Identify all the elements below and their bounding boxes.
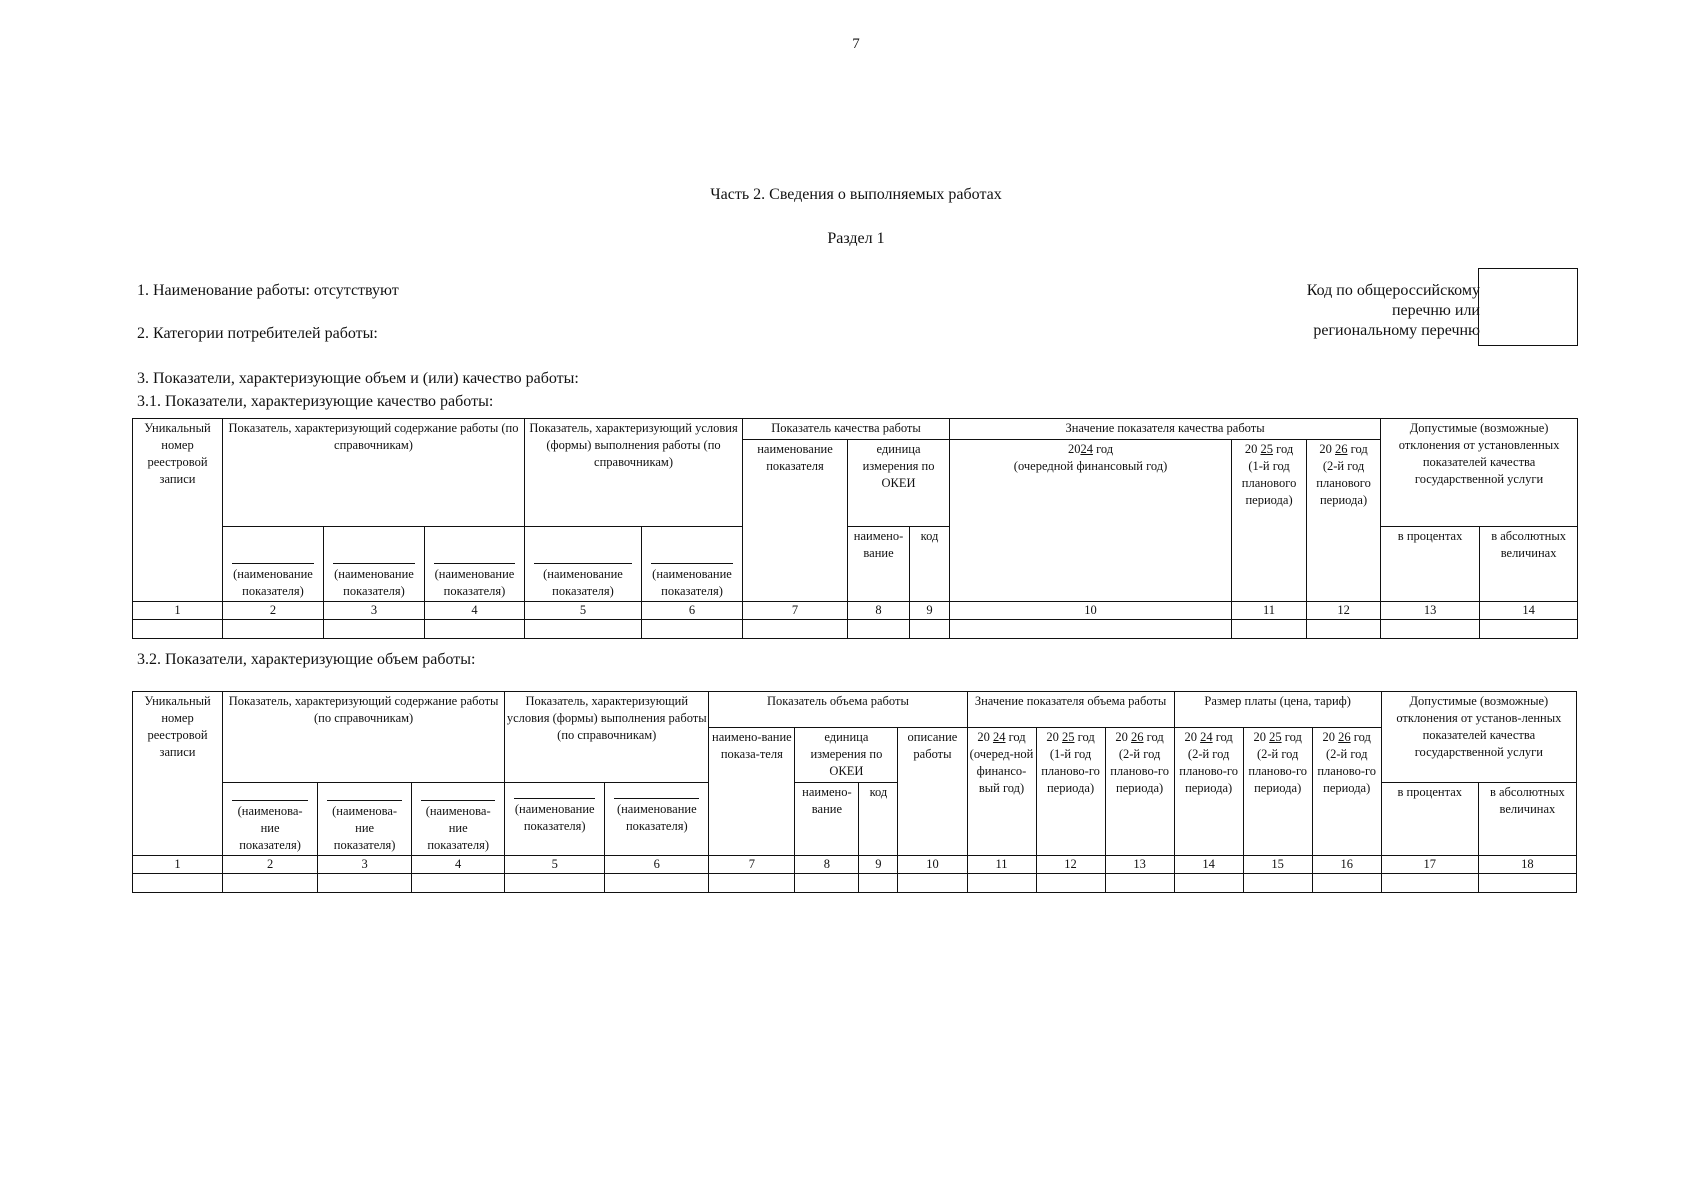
quality-col-value: Значение показателя качества работы xyxy=(950,419,1381,440)
volume-col-unit-code: код xyxy=(859,783,898,856)
volume-empty-cell[interactable] xyxy=(223,874,318,893)
volume-empty-cell[interactable] xyxy=(709,874,795,893)
volume-empty-cell[interactable] xyxy=(412,874,505,893)
volume-empty-cell[interactable] xyxy=(1174,874,1243,893)
volume-empty-cell[interactable] xyxy=(1036,874,1105,893)
quality-col-absolute: в абсолютных величинах xyxy=(1480,527,1578,602)
quality-empty-cell[interactable] xyxy=(848,620,910,639)
volume-col-value-current: 20 24 год (очеред-ной финансо-вый год) xyxy=(967,728,1036,856)
quality-table xyxy=(132,418,1578,639)
quality-empty-cell[interactable] xyxy=(525,620,642,639)
volume-empty-cell[interactable] xyxy=(795,874,859,893)
volume-col-number: 3 xyxy=(318,856,412,874)
quality-empty-cell[interactable] xyxy=(642,620,743,639)
quality-empty-cell[interactable] xyxy=(1381,620,1480,639)
volume-col-number: 9 xyxy=(859,856,898,874)
volume-empty-cell[interactable] xyxy=(898,874,967,893)
quality-col-number: 2 xyxy=(223,602,324,620)
volume-col-content: Показатель, характеризующий содержание работы (по справочникам) xyxy=(223,692,505,783)
volume-col-number: 15 xyxy=(1243,856,1312,874)
quality-col-indicator-name: наименование показателя xyxy=(743,440,848,602)
volume-col-percent: в процентах xyxy=(1381,783,1478,856)
quality-col-unit: единица измерения по ОКЕИ xyxy=(848,440,950,527)
volume-col-conditions-2: (наименование показателя) xyxy=(605,783,709,856)
quality-col-number: 14 xyxy=(1480,602,1578,620)
volume-col-number: 17 xyxy=(1381,856,1478,874)
quality-col-number: 6 xyxy=(642,602,743,620)
quality-table-heading: 3.1. Показатели, характеризующие качество работы: xyxy=(137,393,494,410)
code-box[interactable] xyxy=(1478,268,1578,346)
quality-col-number: 10 xyxy=(950,602,1232,620)
volume-table-heading: 3.2. Показатели, характеризующие объем работы: xyxy=(137,651,476,668)
volume-empty-cell[interactable] xyxy=(505,874,605,893)
volume-col-content-1: (наименова-ние показателя) xyxy=(223,783,318,856)
volume-col-indicator: Показатель объема работы xyxy=(709,692,967,728)
volume-col-conditions: Показатель, характеризующий условия (формы) выполнения работы (по справочникам) xyxy=(505,692,709,783)
quality-col-year-second: 20 26 год (2-й год планового периода) xyxy=(1307,440,1381,602)
volume-col-number: 4 xyxy=(412,856,505,874)
quality-col-number: 12 xyxy=(1307,602,1381,620)
volume-empty-cell[interactable] xyxy=(1105,874,1174,893)
quality-col-number: 11 xyxy=(1232,602,1307,620)
volume-table xyxy=(132,691,1577,893)
volume-col-deviation: Допустимые (возможные) отклонения от установ-ленных показателей качества государственной услуги xyxy=(1381,692,1576,783)
volume-col-number: 2 xyxy=(223,856,318,874)
code-label xyxy=(1307,281,1480,341)
code-label-line2: перечню или xyxy=(1391,302,1480,319)
volume-col-value: Значение показателя объема работы xyxy=(967,692,1174,728)
quality-col-number: 5 xyxy=(525,602,642,620)
volume-col-number: 6 xyxy=(605,856,709,874)
quality-col-year-first: 20 25 год (1-й год планового периода) xyxy=(1232,440,1307,602)
volume-col-unique-record: Уникальный номер реестровой записи xyxy=(133,692,223,856)
volume-col-number: 14 xyxy=(1174,856,1243,874)
volume-col-number: 1 xyxy=(133,856,223,874)
section-title: Раздел 1 xyxy=(827,230,885,247)
volume-col-number: 18 xyxy=(1478,856,1576,874)
volume-col-fee-current: 20 24 год (2-й год планово-го периода) xyxy=(1174,728,1243,856)
volume-empty-cell[interactable] xyxy=(605,874,709,893)
quality-empty-cell[interactable] xyxy=(743,620,848,639)
quality-empty-cell[interactable] xyxy=(133,620,223,639)
volume-empty-cell[interactable] xyxy=(133,874,223,893)
indicators-line: 3. Показатели, характеризующие объем и (или) качество работы: xyxy=(137,370,579,387)
volume-col-number: 16 xyxy=(1312,856,1381,874)
quality-col-content-3: (наименование показателя) xyxy=(425,527,525,602)
quality-col-unique-record: Уникальный номер реестровой записи xyxy=(133,419,223,602)
quality-col-deviation: Допустимые (возможные) отклонения от установленных показателей качества государственной услуги xyxy=(1381,419,1578,527)
volume-col-number: 11 xyxy=(967,856,1036,874)
volume-empty-cell[interactable] xyxy=(859,874,898,893)
volume-empty-cell[interactable] xyxy=(1243,874,1312,893)
volume-col-unit-name: наимено-вание xyxy=(795,783,859,856)
part-title: Часть 2. Сведения о выполняемых работах xyxy=(710,186,1002,203)
quality-col-content-2: (наименование показателя) xyxy=(324,527,425,602)
quality-empty-cell[interactable] xyxy=(1232,620,1307,639)
volume-col-number: 7 xyxy=(709,856,795,874)
volume-col-number: 12 xyxy=(1036,856,1105,874)
volume-col-description: описание работы xyxy=(898,728,967,856)
quality-col-number: 4 xyxy=(425,602,525,620)
volume-empty-cell[interactable] xyxy=(1312,874,1381,893)
quality-col-content-1: (наименование показателя) xyxy=(223,527,324,602)
quality-col-number: 13 xyxy=(1381,602,1480,620)
volume-col-number: 5 xyxy=(505,856,605,874)
quality-col-number: 1 xyxy=(133,602,223,620)
quality-empty-cell[interactable] xyxy=(950,620,1232,639)
volume-col-absolute: в абсолютных величинах xyxy=(1478,783,1576,856)
quality-col-number: 7 xyxy=(743,602,848,620)
quality-col-content: Показатель, характеризующий содержание работы (по справочникам) xyxy=(223,419,525,527)
code-label-line3: региональному перечню xyxy=(1313,322,1480,339)
volume-col-conditions-1: (наименование показателя) xyxy=(505,783,605,856)
volume-col-fee-second: 20 26 год (2-й год планово-го периода) xyxy=(1312,728,1381,856)
quality-col-indicator: Показатель качества работы xyxy=(743,419,950,440)
volume-col-number: 13 xyxy=(1105,856,1174,874)
volume-empty-cell[interactable] xyxy=(1381,874,1478,893)
volume-empty-cell[interactable] xyxy=(1478,874,1576,893)
consumer-categories-line: 2. Категории потребителей работы: xyxy=(137,325,378,342)
volume-col-unit: единица измерения по ОКЕИ xyxy=(795,728,898,783)
volume-col-indicator-name: наимено-вание показа-теля xyxy=(709,728,795,856)
volume-col-fee: Размер платы (цена, тариф) xyxy=(1174,692,1381,728)
quality-col-conditions: Показатель, характеризующий условия (формы) выполнения работы (по справочникам) xyxy=(525,419,743,527)
quality-col-number: 8 xyxy=(848,602,910,620)
quality-col-number: 9 xyxy=(910,602,950,620)
quality-col-percent: в процентах xyxy=(1381,527,1480,602)
quality-col-year-current: 2024 год (очередной финансовый год) xyxy=(950,440,1232,602)
volume-col-number: 8 xyxy=(795,856,859,874)
quality-empty-cell[interactable] xyxy=(223,620,324,639)
volume-col-content-3: (наименова-ние показателя) xyxy=(412,783,505,856)
quality-empty-cell[interactable] xyxy=(425,620,525,639)
volume-col-value-second: 20 26 год (2-й год планово-го периода) xyxy=(1105,728,1174,856)
quality-empty-cell[interactable] xyxy=(910,620,950,639)
quality-col-conditions-2: (наименование показателя) xyxy=(642,527,743,602)
page-number: 7 xyxy=(852,36,860,52)
volume-col-number: 10 xyxy=(898,856,967,874)
quality-col-number: 3 xyxy=(324,602,425,620)
quality-col-unit-name: наимено-вание xyxy=(848,527,910,602)
volume-empty-cell[interactable] xyxy=(318,874,412,893)
volume-col-content-2: (наименова-ние показателя) xyxy=(318,783,412,856)
quality-col-conditions-1: (наименование показателя) xyxy=(525,527,642,602)
code-label-line1: Код по общероссийскому xyxy=(1306,282,1480,299)
quality-empty-cell[interactable] xyxy=(1307,620,1381,639)
work-name-line: 1. Наименование работы: отсутствуют xyxy=(137,282,399,299)
volume-col-value-first: 20 25 год (1-й год планово-го периода) xyxy=(1036,728,1105,856)
quality-empty-cell[interactable] xyxy=(1480,620,1578,639)
quality-empty-cell[interactable] xyxy=(324,620,425,639)
volume-col-fee-first: 20 25 год (2-й год планово-го периода) xyxy=(1243,728,1312,856)
volume-empty-cell[interactable] xyxy=(967,874,1036,893)
quality-col-unit-code: код xyxy=(910,527,950,602)
